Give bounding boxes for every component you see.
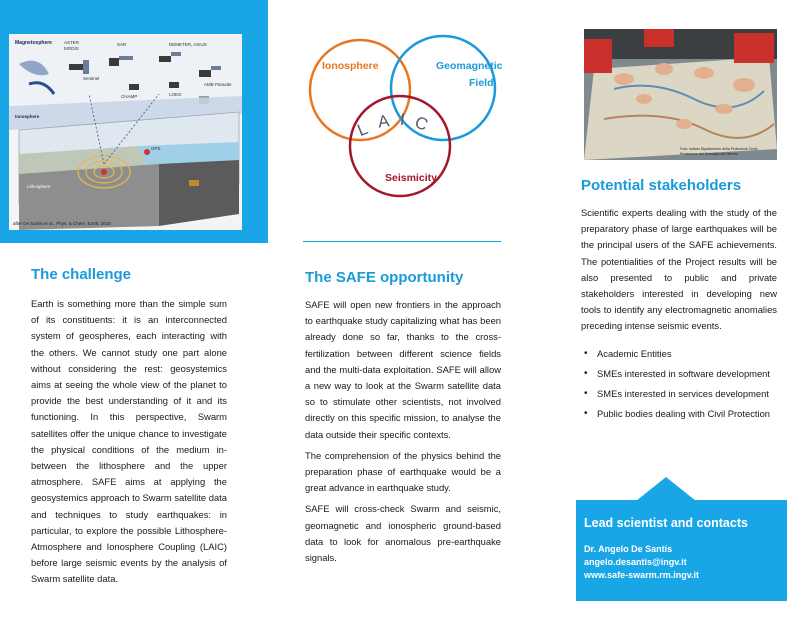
- list-item: • SMEs interested in software development: [581, 367, 777, 380]
- contact-website[interactable]: www.safe-swarm.rm.ingv.it: [584, 570, 700, 580]
- venn-label-seismicity: Seismicity: [385, 172, 437, 184]
- list-item: • Academic Entities: [581, 347, 777, 360]
- fig-label-lithosphere: Lithosphere: [27, 184, 51, 189]
- hands-on-map-photo: [584, 29, 777, 160]
- fig-label-sentinel: Sentinel: [83, 76, 100, 81]
- fig-label-modis: MODIS: [64, 46, 79, 51]
- stakeholders-title: Potential stakeholders: [581, 177, 742, 194]
- fig-label-demeter: DEMETER, ASIUS: [169, 42, 207, 47]
- laic-letter-i: I: [398, 109, 407, 130]
- stakeholders-intro: Scientific experts dealing with the study of the preparatory phase of large earthquakes will be the principal users of the SAFE achievements. The potentialities of the Project results will be also presented to public and private stakeholders interested in developing new tools to identify any electromagnetic anomalies preceding intense seismic events.: [581, 207, 777, 332]
- contact-name: Dr. Angelo De Santis: [584, 544, 673, 554]
- laic-letter-a: A: [376, 111, 391, 132]
- laic-letter-c: C: [412, 112, 431, 135]
- stakeholders-photo: [584, 29, 777, 160]
- venn-label-field: Field: [469, 77, 494, 89]
- fig-label-amb: AMB Parasite: [204, 82, 232, 87]
- contact-callout-arrow: [636, 477, 696, 501]
- challenge-paragraph: Earth is something more than the simple sum of its constituents: it is an interconnected system of geospheres, each interacting with the others. We cannot study one part alone without considering the rest: geosystemics aims at seeing the whole view of the planet to provide the best understanding of it and its functioning. In this perspective, Swarm satellites offer the unique chance to investigate the physical conditions of the medium in-between the lithosphere and the upper atmosphere. SAFE aims at applying the geosystemics approach to Swarm satellite data and techniques to study earthquakes: in particular, to explore the possible Lithosphere-Atmosphere and Ionosphere Coupling (LAIC) before large seismic events by the analysis of Swarm satellite data.: [31, 298, 227, 585]
- list-item: • SMEs interested in services development: [581, 387, 777, 400]
- opportunity-body: [305, 297, 501, 571]
- venn-label-geomagnetic: Geomagnetic: [436, 60, 503, 72]
- fig-label-sar: SAR: [117, 42, 127, 47]
- section-divider: [303, 241, 501, 242]
- figure-credit: after De Santis et al., Phys. & Chem. Earth, 2015: [13, 221, 111, 226]
- opportunity-paragraph-2: The comprehension of the physics behind the preparation phase of earthquake would be a great advance in earthquake study.: [305, 449, 501, 494]
- venn-label-ionosphere: Ionosphere: [322, 60, 379, 72]
- list-item: • Public bodies dealing with Civil Protection: [581, 407, 777, 420]
- opportunity-paragraph-1: SAFE will open new frontiers in the approach to earthquake study capitalizing what has been already done so far, thanks to the cross-fertilization between different science fields and the multi-data exploitation. SAFE will allow a new way to look at the Swarm satellite data so to stimulate other scientists, not involved directly on this specific mission, to analyse the data outside their specific contexts.: [305, 299, 501, 440]
- stakeholders-body: [581, 205, 777, 340]
- fig-label-gps: GPS: [151, 146, 161, 151]
- opportunity-paragraph-3: SAFE will cross-check Swarm and seismic, geomagnetic and ionospheric ground-based data to look for anomalous pre-earthquake signals.: [305, 503, 501, 564]
- fig-label-ionosphere: Ionosphere: [15, 114, 40, 119]
- contact-box: [576, 500, 787, 601]
- challenge-title: The challenge: [31, 266, 132, 283]
- contact-title: Lead scientist and contacts: [584, 516, 748, 530]
- laic-letter-l: L: [354, 118, 371, 141]
- fig-label-magnetosphere: Magnetosphere: [15, 40, 52, 46]
- challenge-body: [31, 296, 227, 593]
- fig-label-champ: CHAMP: [121, 94, 138, 99]
- opportunity-title: The SAFE opportunity: [305, 269, 464, 286]
- stakeholders-list: [581, 347, 777, 427]
- photo-credit: Foto: Istituto Dipartimento della Protezione Civile Presidenza del Consiglio dei Ministri: [680, 147, 758, 156]
- fig-label-aster: ASTER: [64, 40, 80, 45]
- laic-figure-illustration: [9, 34, 242, 230]
- contact-email[interactable]: angelo.desantis@ingv.it: [584, 557, 687, 567]
- laic-figure: [9, 34, 242, 230]
- fig-label-loeo: LOEO: [169, 92, 182, 97]
